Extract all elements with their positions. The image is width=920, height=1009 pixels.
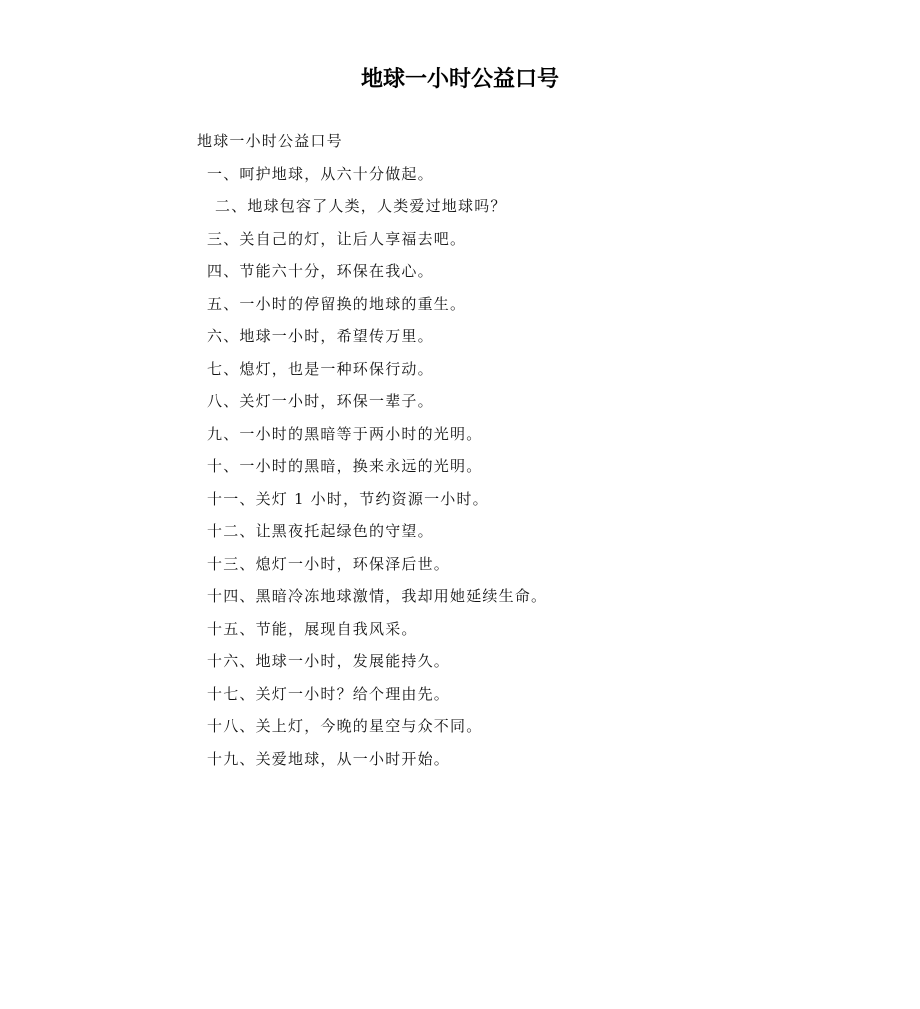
- slogan-item: 十四、黑暗冷冻地球激情，我却用她延续生命。: [207, 587, 548, 605]
- document-title: 地球一小时公益口号: [360, 67, 559, 92]
- document-body: [197, 131, 757, 781]
- slogan-item: 十一、关灯 1 小时，节约资源一小时。: [207, 489, 489, 508]
- slogan-item: 九、一小时的黑暗等于两小时的光明。: [207, 424, 483, 443]
- document-subtitle: 地球一小时公益口号: [197, 132, 343, 150]
- slogan-item: 十五、节能，展现自我风采。: [207, 619, 418, 638]
- slogan-item: 三、关自己的灯，让后人享福去吧。: [207, 229, 467, 248]
- slogan-item: 六、地球一小时，希望传万里。: [207, 327, 434, 345]
- slogan-item: 十九、关爱地球，从一小时开始。: [207, 749, 451, 768]
- slogan-item: 十三、熄灯一小时，环保泽后世。: [207, 554, 451, 573]
- slogan-item: 十、一小时的黑暗，换来永远的光明。: [207, 457, 483, 475]
- slogan-item: 十六、地球一小时，发展能持久。: [207, 652, 451, 670]
- slogan-item: 一、呵护地球，从六十分做起。: [207, 164, 434, 183]
- slogan-item: 七、熄灯，也是一种环保行动。: [207, 359, 434, 378]
- slogan-item: 五、一小时的停留换的地球的重生。: [207, 294, 467, 313]
- slogan-item: 十七、关灯一小时？给个理由先。: [207, 684, 451, 703]
- slogan-item: 二、地球包容了人类，人类爱过地球吗？: [215, 197, 507, 215]
- slogan-item: 十八、关上灯，今晚的星空与众不同。: [207, 717, 483, 735]
- slogan-item: 十二、让黑夜托起绿色的守望。: [207, 522, 434, 540]
- slogan-item: 八、关灯一小时，环保一辈子。: [207, 392, 434, 410]
- slogan-item: 四、节能六十分，环保在我心。: [207, 262, 434, 280]
